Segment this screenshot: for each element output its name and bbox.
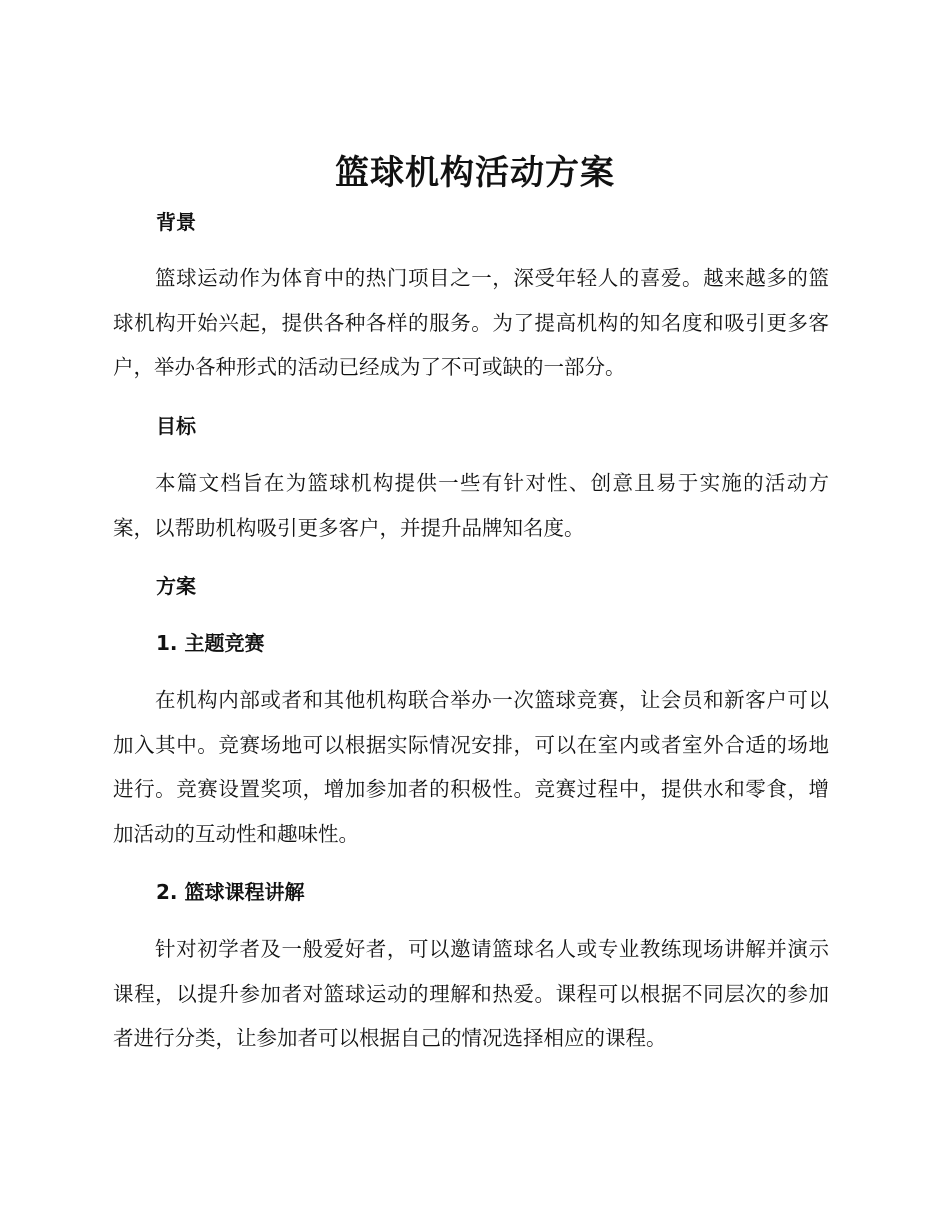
section-heading-background: 背景 bbox=[156, 210, 196, 234]
subsection-heading-basketball-course: 2. 篮球课程讲解 bbox=[156, 880, 305, 904]
section-text-goal: 本篇文档旨在为篮球机构提供一些有针对性、创意且易于实施的活动方案，以帮助机构吸引更多客户，并提升品牌知名度。 bbox=[113, 471, 829, 540]
subsection-text-basketball-course: 针对初学者及一般爱好者，可以邀请篮球名人或专业教练现场讲解并演示课程，以提升参加者对篮球运动的理解和热爱。课程可以根据不同层次的参加者进行分类，让参加者可以根据自己的情况选择相应的课程。 bbox=[113, 937, 829, 1051]
subsection-text-theme-competition: 在机构内部或者和其他机构联合举办一次篮球竞赛，让会员和新客户可以加入其中。竞赛场地可以根据实际情况安排，可以在室内或者室外合适的场地进行。竞赛设置奖项，增加参加者的积极性。竞赛过程中，提供水和零食，增加活动的互动性和趣味性。 bbox=[113, 688, 829, 846]
subsection-heading-theme-competition: 1. 主题竞赛 bbox=[156, 631, 265, 655]
page-title: 篮球机构活动方案 bbox=[335, 153, 615, 193]
section-heading-goal: 目标 bbox=[156, 414, 196, 438]
section-text-background: 篮球运动作为体育中的热门项目之一，深受年轻人的喜爱。越来越多的篮球机构开始兴起，提供各种各样的服务。为了提高机构的知名度和吸引更多客户，举办各种形式的活动已经成为了不可或缺的一部分。 bbox=[113, 266, 829, 380]
section-heading-plan: 方案 bbox=[156, 574, 196, 598]
